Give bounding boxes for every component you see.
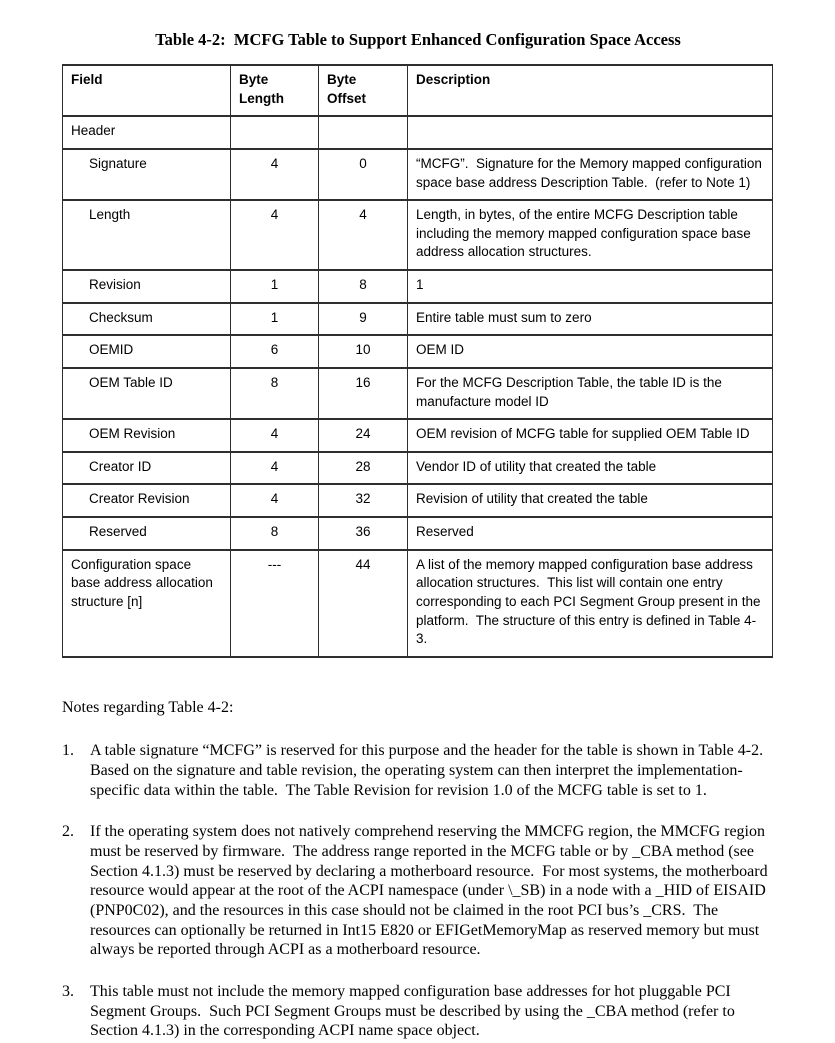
byte-offset-cell: 4: [319, 200, 408, 270]
byte-length-cell: 8: [231, 517, 319, 550]
field-cell: OEM Revision: [63, 419, 231, 452]
column-header-byte-length: Byte Length: [231, 65, 319, 116]
note-text: A table signature “MCFG” is reserved for this purpose and the header for the table is shown in Table 4-2. Based on the signature and table revision, the operating system can then interpret the implementation-specific data within the table. The Table Revision for revision 1.0 of the MCFG table is set to 1.: [90, 742, 772, 799]
byte-length-cell: 6: [231, 335, 319, 368]
notes-section: [62, 698, 774, 1041]
description-cell: Revision of utility that created the table: [408, 484, 773, 517]
note-text: If the operating system does not natively comprehend reserving the MMCFG region, the MMCFG region must be reserved by firmware. The address range reported in the MCFG table or by _CBA method (see Section 4.1.3) must be reserved by declaring a motherboard resource. For most systems, the motherboard resource would appear at the root of the ACPI namespace (under \_SB) in a node with a _HID of EISAID (PNP0C02), and the resources in this case should not be claimed in the root PCI bus’s _CRS. The resources can optionally be returned in Int15 E820 or EFIGetMemoryMap as reserved memory but must always be reported through ACPI as a motherboard resource.: [90, 823, 772, 959]
byte-length-cell: 8: [231, 368, 319, 419]
field-cell: Creator ID: [63, 452, 231, 485]
description-cell: OEM ID: [408, 335, 773, 368]
note-item-2: [62, 822, 774, 960]
field-cell: Creator Revision: [63, 484, 231, 517]
table-row-oem-revision: [63, 419, 773, 452]
column-header-description: Description: [408, 65, 773, 116]
note-text: This table must not include the memory mapped configuration base addresses for hot pluggable PCI Segment Groups. Such PCI Segment Groups must be described by using the _CBA method (refer to Section 4.1.3) in the corresponding ACPI name space object.: [90, 983, 739, 1040]
description-cell: Reserved: [408, 517, 773, 550]
table-row-revision: [63, 270, 773, 303]
field-cell: OEM Table ID: [63, 368, 231, 419]
table-row-creator-revision: [63, 484, 773, 517]
byte-offset-cell: 16: [319, 368, 408, 419]
description-cell: Length, in bytes, of the entire MCFG Description table including the memory mapped configuration space base address allocation structures.: [408, 200, 773, 270]
field-cell: Header: [63, 116, 231, 149]
note-number: 1.: [62, 742, 74, 760]
description-cell: A list of the memory mapped configuration base address allocation structures. This list will contain one entry corresponding to each PCI Segment Group present in the platform. The structure of this entry is defined in Table 4-3.: [408, 550, 773, 657]
column-header-byte-offset: Byte Offset: [319, 65, 408, 116]
table-header: [63, 65, 773, 116]
table-row-reserved: [63, 517, 773, 550]
byte-offset-cell: 36: [319, 517, 408, 550]
field-cell: Revision: [63, 270, 231, 303]
note-item-1: [62, 741, 774, 800]
byte-offset-cell: 32: [319, 484, 408, 517]
byte-length-cell: ---: [231, 550, 319, 657]
mcfg-table: [62, 64, 773, 658]
byte-length-cell: 4: [231, 452, 319, 485]
table-caption: Table 4-2: MCFG Table to Support Enhanced Configuration Space Access: [155, 30, 681, 49]
byte-length-cell: [231, 116, 319, 149]
table-row-oemid: [63, 335, 773, 368]
byte-offset-cell: 8: [319, 270, 408, 303]
table-row-signature: [63, 149, 773, 200]
field-cell: Checksum: [63, 303, 231, 336]
byte-offset-cell: 44: [319, 550, 408, 657]
table-row-config-space-structure: [63, 550, 773, 657]
field-cell: Configuration space base address allocation structure [n]: [63, 550, 231, 657]
note-item-3: [62, 982, 774, 1041]
table-row-oem-table-id: [63, 368, 773, 419]
table-row-header: [63, 116, 773, 149]
byte-offset-cell: 10: [319, 335, 408, 368]
description-cell: “MCFG”. Signature for the Memory mapped configuration space base address Description Table. (refer to Note 1): [408, 149, 773, 200]
header-row: [63, 65, 773, 116]
byte-length-cell: 1: [231, 303, 319, 336]
byte-offset-cell: 24: [319, 419, 408, 452]
description-cell: [408, 116, 773, 149]
field-cell: Length: [63, 200, 231, 270]
byte-offset-cell: 28: [319, 452, 408, 485]
note-number: 3.: [62, 983, 74, 1001]
field-cell: Reserved: [63, 517, 231, 550]
description-cell: 1: [408, 270, 773, 303]
description-cell: OEM revision of MCFG table for supplied OEM Table ID: [408, 419, 773, 452]
byte-length-cell: 4: [231, 419, 319, 452]
byte-length-cell: 4: [231, 200, 319, 270]
byte-length-cell: 4: [231, 484, 319, 517]
byte-offset-cell: 0: [319, 149, 408, 200]
description-cell: For the MCFG Description Table, the table ID is the manufacture model ID: [408, 368, 773, 419]
field-cell: OEMID: [63, 335, 231, 368]
byte-offset-cell: [319, 116, 408, 149]
byte-length-cell: 4: [231, 149, 319, 200]
column-header-field: Field: [63, 65, 231, 116]
table-row-creator-id: [63, 452, 773, 485]
notes-heading: Notes regarding Table 4-2:: [62, 698, 234, 716]
byte-length-cell: 1: [231, 270, 319, 303]
byte-offset-cell: 9: [319, 303, 408, 336]
field-cell: Signature: [63, 149, 231, 200]
table-row-checksum: [63, 303, 773, 336]
table-body: [63, 116, 773, 657]
table-row-length: [63, 200, 773, 270]
description-cell: Entire table must sum to zero: [408, 303, 773, 336]
description-cell: Vendor ID of utility that created the table: [408, 452, 773, 485]
note-number: 2.: [62, 823, 74, 841]
